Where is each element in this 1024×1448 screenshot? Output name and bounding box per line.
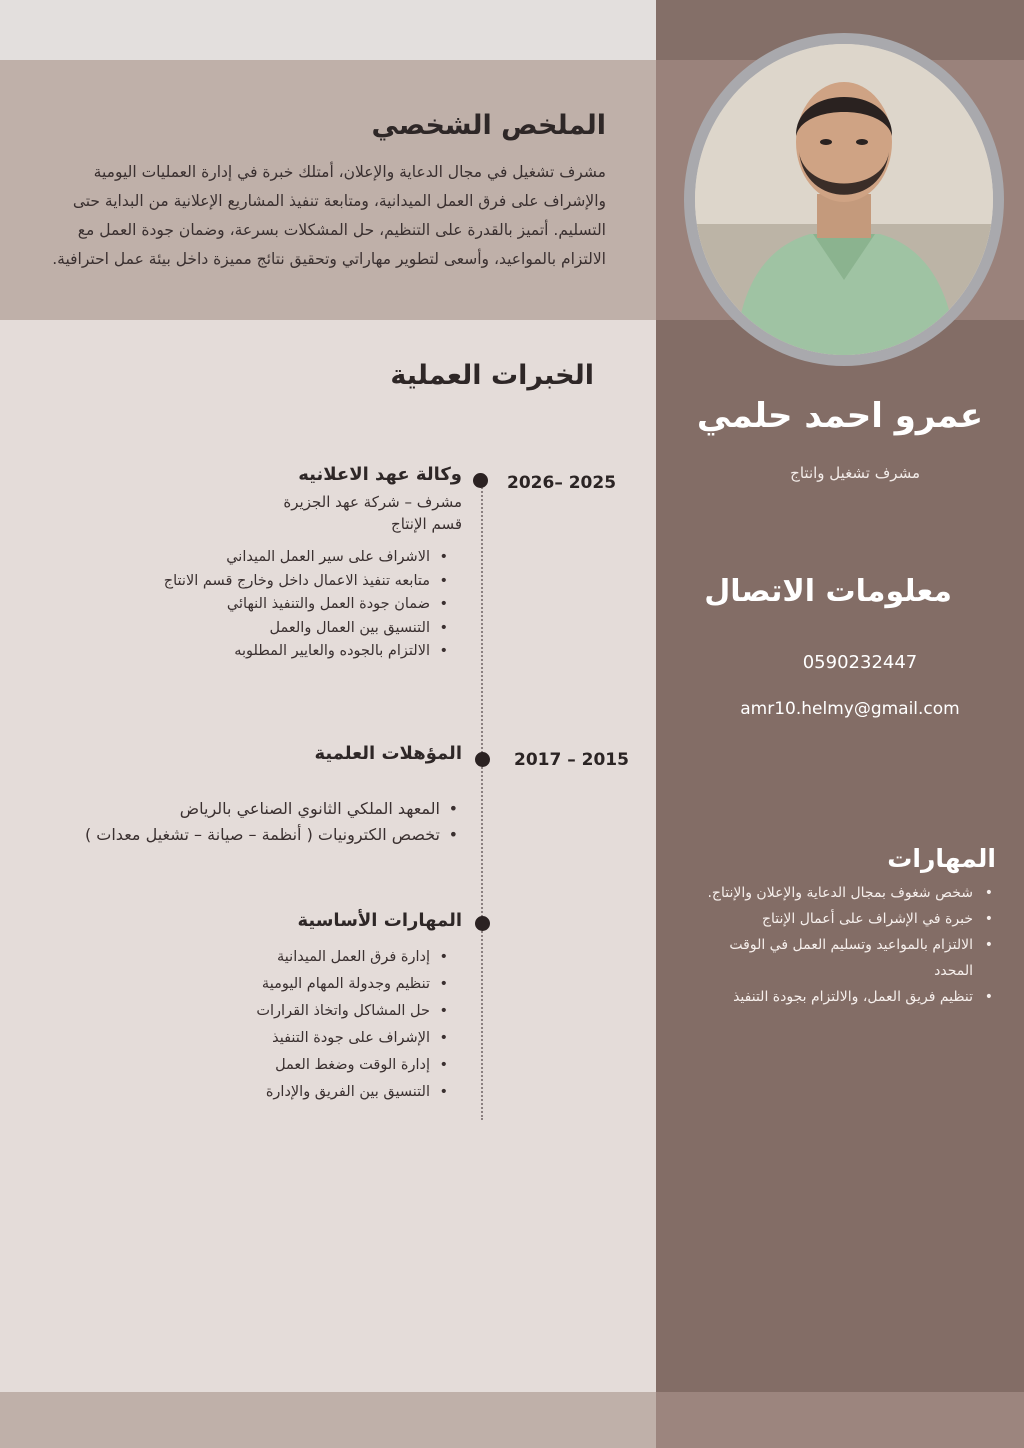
list-item: • شخص شغوف بمجال الدعاية والإعلان والإنتاج. xyxy=(690,880,995,906)
timeline-dot xyxy=(475,752,490,767)
profile-name: عمرو احمد حلمي xyxy=(696,396,984,436)
list-item: • إدارة فرق العمل الميدانية xyxy=(92,944,452,971)
list-item: • الإشراف على جودة التنفيذ xyxy=(92,1025,452,1052)
list-item: • الاشراف على سير العمل الميداني xyxy=(32,546,452,570)
profile-photo xyxy=(695,44,993,355)
skills-title: المهارات xyxy=(887,844,996,873)
top-strip xyxy=(0,0,656,60)
education-title: المؤهلات العلمية xyxy=(314,743,462,764)
list-item: • المعهد الملكي الثانوي الصناعي بالرياض xyxy=(2,796,462,822)
list-item: • التنسيق بين العمال والعمل xyxy=(32,617,452,641)
list-item: • تنظيم فريق العمل، والالتزام بجودة التنفيذ xyxy=(690,984,995,1010)
profile-job-title: مشرف تشغيل وانتاج xyxy=(790,464,920,482)
timeline-line xyxy=(481,480,483,1120)
list-item: • متابعه تنفيذ الاعمال داخل وخارج قسم الانتاج xyxy=(32,570,452,594)
phone-number: 0590232447 xyxy=(802,652,918,673)
summary-title: الملخص الشخصي xyxy=(371,110,606,141)
list-item: • إدارة الوقت وضغط العمل xyxy=(92,1052,452,1079)
education-date: 2017 – 2015 xyxy=(514,750,629,770)
job-duties xyxy=(32,546,452,664)
list-item: • الالتزام بالمواعيد وتسليم العمل في الوقت المحدد xyxy=(690,932,995,984)
timeline-dot xyxy=(473,473,488,488)
list-item: • التنسيق بين الفريق والإدارة xyxy=(92,1079,452,1106)
core-skills-title: المهارات الأساسية xyxy=(297,910,462,931)
email-address[interactable]: amr10.helmy@gmail.com xyxy=(740,699,960,719)
list-item: • ضمان جودة العمل والتنفيذ النهائي xyxy=(32,593,452,617)
education-list xyxy=(2,796,462,848)
list-item: • تخصص الكترونيات ( أنظمة – صيانة – تشغيل معدات ) xyxy=(2,822,462,848)
contact-title: معلومات الاتصال xyxy=(704,574,952,609)
job-role: مشرف – شركة عهد الجزيرة xyxy=(283,493,462,511)
list-item: • الالتزام بالجوده والعايير المطلوبه xyxy=(32,640,452,664)
job-date: 2026– 2025 xyxy=(507,473,617,493)
job-department: قسم الإنتاج xyxy=(391,515,462,533)
list-item: • خبرة في الإشراف على أعمال الإنتاج xyxy=(690,906,995,932)
person-illustration xyxy=(695,44,993,355)
list-item: • حل المشاكل واتخاذ القرارات xyxy=(92,998,452,1025)
bottom-band xyxy=(0,1392,656,1448)
job-company: وكالة عهد الاعلانيه xyxy=(298,464,462,485)
sidebar-bottom-band xyxy=(656,1392,1024,1448)
list-item: • تنظيم وجدولة المهام اليومية xyxy=(92,971,452,998)
skills-list xyxy=(690,880,995,1010)
summary-text: مشرف تشغيل في مجال الدعاية والإعلان، أمتلك خبرة في إدارة العمليات اليومية والإشراف على فرق العمل الميدانية، ومتابعة تنفيذ المشاريع الإعلانية من البداية حتى التسليم. أتميز بالقدرة على التنظيم، حل المشكلات بسرعة، وضمان جودة العمل مع الالتزام بالمواعيد، وأسعى لتطوير مهاراتي وتحقيق نتائج مميزة داخل بيئة عمل احترافية. xyxy=(52,163,606,268)
timeline-dot xyxy=(475,916,490,931)
core-skills-list xyxy=(92,944,452,1106)
experience-title: الخبرات العملية xyxy=(390,360,594,391)
